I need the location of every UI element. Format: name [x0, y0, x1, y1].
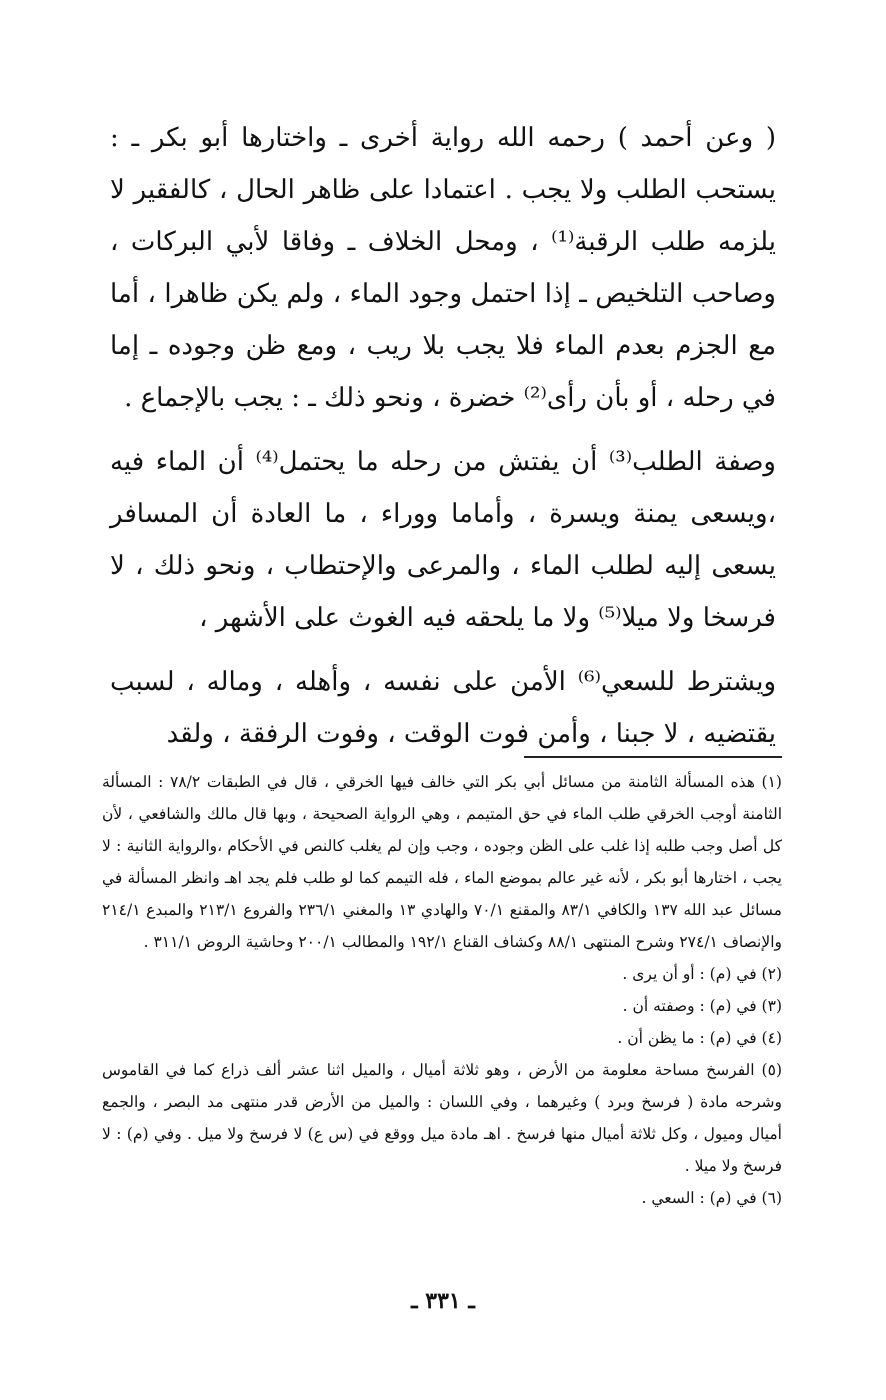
body-paragraph-1: ( وعن أحمد ) رحمه الله رواية أخرى ـ واختارها أبو بكر ـ : يستحب الطلب ولا يجب . اعتمادا على ظاهر الحال ، كالفقير لا يلزمه طلب الرقبة⁽¹⁾ ، ومحل الخلاف ـ وفاقا لأبي البركات ، وصاحب التلخيص ـ إذا احتمل وجود الماء ، ولم يكن ظاهرا ، أما مع الجزم بعدم الماء فلا يجب بلا ريب ، ومع ظن وجوده ـ إما في رحله ، أو بأن رأى⁽²⁾ خضرة ، ونحو ذلك ـ : يجب بالإجماع . [110, 123, 776, 413]
footnote-divider [524, 756, 782, 758]
page-number: ـ ٣٣١ ـ [411, 1288, 475, 1314]
main-text [110, 112, 776, 760]
footnotes [102, 766, 782, 1214]
footnote-2: (٢) في (م) : أو أن يرى . [622, 965, 782, 983]
footnote-4: (٤) في (م) : ما يظن أن . [617, 1029, 782, 1047]
footnote-3: (٣) في (م) : وصفته أن . [622, 997, 782, 1015]
footnote-5: (٥) الفرسخ مساحة معلومة من الأرض ، وهو ثلاثة أميال ، والميل اثنا عشر ألف ذراع كما في القاموس وشرحه مادة ( فرسخ وبرد ) وغيرهما ، وفي اللسان : والميل من الأرض قدر منتهى مد البصر ، والجمع أميال وميول ، وكل ثلاثة أميال منها فرسخ . اهـ مادة ميل ووقع في (س ع) لا فرسخ ولا ميل . وفي (م) : لا فرسخ ولا ميلا . [102, 1061, 782, 1175]
body-paragraph-3: ويشترط للسعي⁽⁶⁾ الأمن على نفسه ، وأهله ، وماله ، لسبب يقتضيه ، لا جبنا ، وأمن فوت الوقت ، وفوت الرفقة ، ولقد [110, 667, 776, 749]
body-paragraph-2: وصفة الطلب⁽³⁾ أن يفتش من رحله ما يحتمل⁽⁴⁾ أن الماء فيه ،ويسعى يمنة ويسرة ، وأماما ووراء ، ما العادة أن المسافر يسعى إليه لطلب الماء ، والمرعى والإحتطاب ، ونحو ذلك ، لا فرسخا ولا ميلا⁽⁵⁾ ولا ما يلحقه فيه الغوث على الأشهر ، [110, 447, 776, 633]
footnote-1: (١) هذه المسألة الثامنة من مسائل أبي بكر التي خالف فيها الخرقي ، قال في الطبقات ٧٨/٢ : المسألة الثامنة أوجب الخرقي طلب الماء في حق المتيمم ، وهي الرواية الصحيحة ، وبها قال مالك والشافعي ، لأن كل أصل وجب طلبه إذا غلب على الظن وجوده ، وجب وإن لم يغلب كالنص في الأحكام ،والرواية الثانية : لا يجب ، اختارها أبو بكر ، لأنه غير عالم بموضع الماء ، فله التيمم كما لو طلب فلم يجد اهـ وانظر المسألة في مسائل عبد الله ١٣٧ والكافي ٨٣/١ والمقنع ٧٠/١ والهادي ١٣ والمغني ٢٣٦/١ والفروع ٢١٣/١ والمبدع ٢١٤/١ والإنصاف ٢٧٤/١ وشرح المنتهى ٨٨/١ وكشاف القناع ١٩٢/١ والمطالب ٢٠٠/١ وحاشية الروض ٣١١/١ . [102, 773, 783, 951]
footnote-6: (٦) في (م) : السعي . [641, 1189, 782, 1207]
